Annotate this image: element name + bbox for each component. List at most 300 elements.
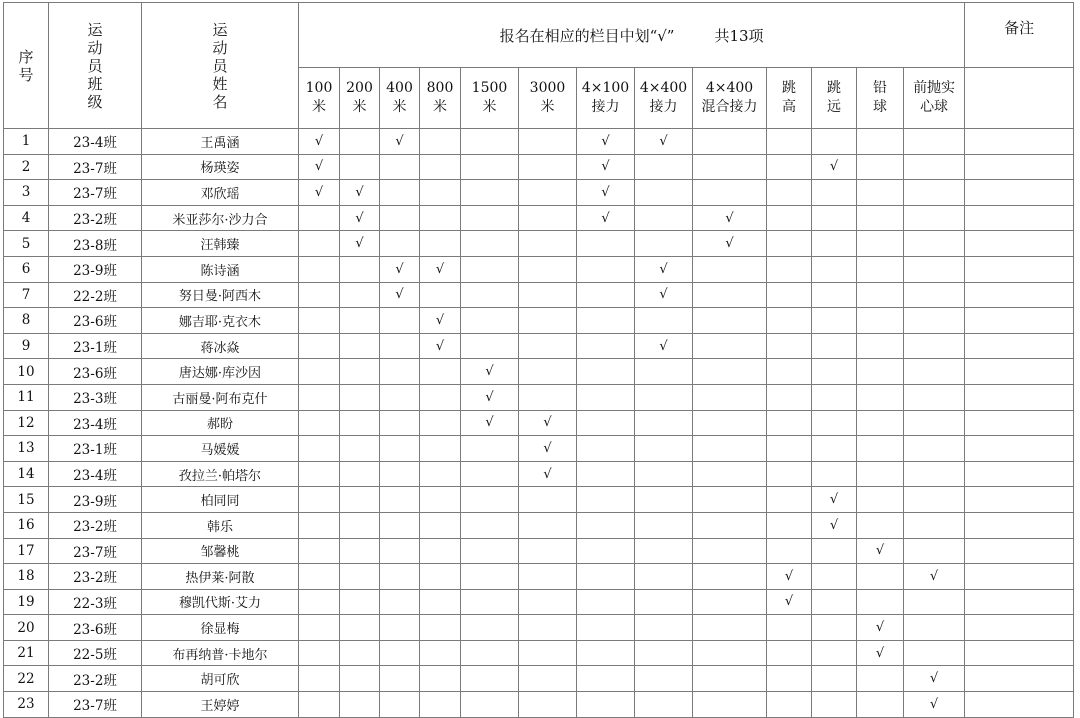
event-header-line: 高: [782, 99, 796, 115]
check-mark: √: [340, 205, 380, 231]
empty-cell: [577, 538, 635, 564]
empty-cell: [693, 129, 767, 155]
empty-cell: [577, 589, 635, 615]
event-header-line: 心球: [920, 99, 949, 115]
empty-cell: [380, 359, 420, 385]
empty-cell: [812, 564, 857, 590]
empty-cell: [420, 359, 461, 385]
empty-cell: [767, 436, 812, 462]
empty-cell: [299, 666, 340, 692]
event-header-line: 100: [305, 80, 333, 96]
table-row: [4, 231, 1074, 257]
empty-cell: [767, 180, 812, 206]
empty-cell: [299, 615, 340, 641]
row-number: 21: [4, 640, 49, 666]
empty-cell: [857, 359, 904, 385]
empty-cell: [577, 564, 635, 590]
empty-cell: [693, 256, 767, 282]
athlete-name: 王婷婷: [142, 692, 299, 718]
athlete-class: 23-4班: [49, 410, 142, 436]
empty-cell: [420, 154, 461, 180]
athlete-name: 邹馨桃: [142, 538, 299, 564]
empty-cell: [299, 282, 340, 308]
row-number: 23: [4, 692, 49, 718]
empty-cell: [904, 615, 965, 641]
empty-cell: [420, 282, 461, 308]
empty-cell: [380, 640, 420, 666]
event-header-line: 米: [433, 99, 447, 115]
empty-cell: [857, 154, 904, 180]
empty-cell: [904, 384, 965, 410]
row-number: 19: [4, 589, 49, 615]
empty-cell: [380, 205, 420, 231]
header-instruction: [299, 3, 965, 68]
empty-cell: [380, 461, 420, 487]
empty-cell: [635, 154, 693, 180]
event-header-line: 铅: [873, 80, 887, 96]
athlete-name: 娜吉耶·克衣木: [142, 308, 299, 334]
table-row: [4, 538, 1074, 564]
athlete-name: 马媛媛: [142, 436, 299, 462]
check-mark: √: [340, 231, 380, 257]
empty-cell: [340, 461, 380, 487]
table-row: [4, 487, 1074, 513]
empty-cell: [635, 180, 693, 206]
event-header: [693, 68, 767, 129]
empty-cell: [340, 282, 380, 308]
athlete-class: 23-9班: [49, 256, 142, 282]
event-header: [577, 68, 635, 129]
empty-cell: [857, 308, 904, 334]
empty-cell: [812, 436, 857, 462]
empty-cell: [420, 666, 461, 692]
empty-cell: [693, 180, 767, 206]
event-header-line: 混合接力: [701, 99, 758, 115]
empty-cell: [380, 512, 420, 538]
empty-cell: [420, 564, 461, 590]
table-row: [4, 640, 1074, 666]
athlete-class: 23-2班: [49, 512, 142, 538]
empty-cell: [812, 384, 857, 410]
empty-cell: [380, 692, 420, 718]
athlete-class: 23-2班: [49, 564, 142, 590]
row-number: 20: [4, 615, 49, 641]
athlete-class: 23-7班: [49, 180, 142, 206]
check-mark: √: [904, 692, 965, 718]
empty-cell: [519, 308, 577, 334]
empty-cell: [519, 487, 577, 513]
athlete-name: 胡可欣: [142, 666, 299, 692]
athlete-class: 22-5班: [49, 640, 142, 666]
table-row: [4, 512, 1074, 538]
empty-cell: [857, 180, 904, 206]
empty-cell: [812, 256, 857, 282]
check-mark: √: [519, 410, 577, 436]
remark-cell: [965, 384, 1074, 410]
table-row: [4, 308, 1074, 334]
remark-cell: [965, 308, 1074, 334]
empty-cell: [577, 436, 635, 462]
empty-cell: [904, 231, 965, 257]
empty-cell: [767, 461, 812, 487]
remark-cell: [965, 359, 1074, 385]
empty-cell: [635, 512, 693, 538]
event-header-line: 米: [482, 99, 497, 115]
check-mark: √: [461, 410, 519, 436]
empty-cell: [635, 487, 693, 513]
empty-cell: [380, 308, 420, 334]
event-header-line: 球: [873, 99, 887, 115]
empty-cell: [420, 461, 461, 487]
empty-cell: [340, 666, 380, 692]
empty-cell: [299, 205, 340, 231]
event-header-line: 1500: [471, 80, 508, 96]
remark-cell: [965, 615, 1074, 641]
event-header-line: 米: [392, 99, 407, 115]
empty-cell: [904, 589, 965, 615]
empty-cell: [519, 282, 577, 308]
empty-cell: [693, 692, 767, 718]
empty-cell: [299, 564, 340, 590]
empty-cell: [857, 129, 904, 155]
check-mark: √: [420, 256, 461, 282]
check-mark: √: [767, 589, 812, 615]
empty-cell: [461, 180, 519, 206]
table-row: [4, 410, 1074, 436]
empty-cell: [519, 564, 577, 590]
empty-cell: [577, 487, 635, 513]
athlete-class: 22-2班: [49, 282, 142, 308]
empty-cell: [767, 256, 812, 282]
empty-cell: [461, 589, 519, 615]
check-mark: √: [812, 487, 857, 513]
table-row: [4, 359, 1074, 385]
empty-cell: [577, 640, 635, 666]
event-header: [767, 68, 812, 129]
remark-cell: [965, 487, 1074, 513]
row-number: 12: [4, 410, 49, 436]
empty-cell: [812, 129, 857, 155]
empty-cell: [767, 692, 812, 718]
empty-cell: [340, 308, 380, 334]
empty-cell: [857, 410, 904, 436]
empty-cell: [635, 410, 693, 436]
athlete-name: 郝盼: [142, 410, 299, 436]
row-number: 15: [4, 487, 49, 513]
empty-cell: [519, 231, 577, 257]
check-mark: √: [340, 180, 380, 206]
athlete-name: 邓欣瑶: [142, 180, 299, 206]
event-header-line: 前抛实: [913, 80, 956, 96]
athlete-name: 穆凯代斯·艾力: [142, 589, 299, 615]
remark-cell: [965, 589, 1074, 615]
empty-cell: [380, 538, 420, 564]
empty-cell: [857, 333, 904, 359]
empty-cell: [380, 436, 420, 462]
empty-cell: [693, 666, 767, 692]
remark-cell: [965, 640, 1074, 666]
remark-cell: [965, 461, 1074, 487]
athlete-class: 22-3班: [49, 589, 142, 615]
empty-cell: [461, 205, 519, 231]
table-row: [4, 384, 1074, 410]
empty-cell: [380, 231, 420, 257]
athlete-name: 米亚莎尔·沙力合: [142, 205, 299, 231]
empty-cell: [577, 615, 635, 641]
table-row: [4, 692, 1074, 718]
empty-cell: [693, 538, 767, 564]
empty-cell: [577, 256, 635, 282]
empty-cell: [461, 564, 519, 590]
empty-cell: [340, 487, 380, 513]
empty-cell: [461, 154, 519, 180]
event-header-line: 米: [352, 99, 367, 115]
empty-cell: [519, 640, 577, 666]
registration-table: [3, 2, 1074, 718]
check-mark: √: [635, 282, 693, 308]
remark-cell: [965, 692, 1074, 718]
event-header-line: 4×400: [705, 80, 754, 96]
table-row: [4, 615, 1074, 641]
event-header: [461, 68, 519, 129]
empty-cell: [577, 282, 635, 308]
empty-cell: [420, 410, 461, 436]
empty-cell: [767, 640, 812, 666]
remark-cell: [965, 666, 1074, 692]
event-header-line: 跳: [827, 80, 841, 96]
empty-cell: [857, 692, 904, 718]
event-header-line: 4×400: [639, 80, 688, 96]
check-mark: √: [299, 154, 340, 180]
empty-cell: [299, 589, 340, 615]
check-mark: √: [461, 384, 519, 410]
empty-cell: [461, 282, 519, 308]
header-class: 运 动 员 班 级: [49, 3, 142, 129]
table-row: [4, 205, 1074, 231]
athlete-name: 王禹涵: [142, 129, 299, 155]
empty-cell: [857, 384, 904, 410]
row-number: 14: [4, 461, 49, 487]
empty-cell: [519, 154, 577, 180]
empty-cell: [299, 359, 340, 385]
athlete-class: 23-7班: [49, 538, 142, 564]
empty-cell: [577, 359, 635, 385]
empty-cell: [635, 436, 693, 462]
empty-cell: [420, 692, 461, 718]
empty-cell: [577, 410, 635, 436]
empty-cell: [299, 640, 340, 666]
empty-cell: [904, 129, 965, 155]
empty-cell: [380, 410, 420, 436]
empty-cell: [420, 231, 461, 257]
empty-cell: [693, 154, 767, 180]
empty-cell: [693, 589, 767, 615]
empty-cell: [693, 359, 767, 385]
empty-cell: [519, 180, 577, 206]
empty-cell: [693, 615, 767, 641]
empty-cell: [461, 512, 519, 538]
empty-cell: [693, 282, 767, 308]
remark-cell: [965, 205, 1074, 231]
table-row: [4, 564, 1074, 590]
empty-cell: [904, 461, 965, 487]
empty-cell: [340, 538, 380, 564]
empty-cell: [812, 333, 857, 359]
empty-cell: [519, 538, 577, 564]
empty-cell: [904, 256, 965, 282]
empty-cell: [340, 564, 380, 590]
empty-cell: [380, 615, 420, 641]
athlete-class: 23-7班: [49, 154, 142, 180]
empty-cell: [519, 205, 577, 231]
check-mark: √: [857, 615, 904, 641]
empty-cell: [767, 231, 812, 257]
empty-cell: [812, 692, 857, 718]
empty-cell: [380, 564, 420, 590]
table-row: [4, 436, 1074, 462]
row-number: 16: [4, 512, 49, 538]
empty-cell: [519, 359, 577, 385]
empty-cell: [767, 487, 812, 513]
empty-cell: [693, 640, 767, 666]
empty-cell: [693, 436, 767, 462]
check-mark: √: [812, 154, 857, 180]
empty-cell: [340, 154, 380, 180]
empty-cell: [812, 666, 857, 692]
empty-cell: [340, 640, 380, 666]
empty-cell: [299, 436, 340, 462]
empty-cell: [299, 256, 340, 282]
empty-cell: [635, 384, 693, 410]
event-header-line: 接力: [649, 99, 678, 115]
empty-cell: [299, 333, 340, 359]
check-mark: √: [577, 129, 635, 155]
empty-cell: [857, 589, 904, 615]
empty-cell: [577, 666, 635, 692]
empty-cell: [380, 487, 420, 513]
empty-cell: [461, 692, 519, 718]
empty-cell: [812, 615, 857, 641]
empty-cell: [299, 512, 340, 538]
empty-cell: [693, 333, 767, 359]
empty-cell: [767, 333, 812, 359]
empty-cell: [461, 640, 519, 666]
empty-cell: [904, 359, 965, 385]
remark-subheader: [965, 68, 1074, 129]
athlete-class: 23-4班: [49, 461, 142, 487]
remark-cell: [965, 154, 1074, 180]
empty-cell: [635, 231, 693, 257]
event-header-line: 跳: [782, 80, 796, 96]
remark-cell: [965, 180, 1074, 206]
empty-cell: [340, 512, 380, 538]
empty-cell: [420, 487, 461, 513]
empty-cell: [693, 308, 767, 334]
empty-cell: [635, 589, 693, 615]
empty-cell: [767, 410, 812, 436]
check-mark: √: [519, 436, 577, 462]
empty-cell: [812, 640, 857, 666]
empty-cell: [340, 615, 380, 641]
remark-cell: [965, 282, 1074, 308]
empty-cell: [519, 666, 577, 692]
check-mark: √: [904, 564, 965, 590]
check-mark: √: [767, 564, 812, 590]
event-header: [519, 68, 577, 129]
empty-cell: [380, 180, 420, 206]
check-mark: √: [635, 256, 693, 282]
remark-cell: [965, 538, 1074, 564]
event-header-line: 200: [346, 80, 373, 96]
empty-cell: [767, 154, 812, 180]
table-row: [4, 282, 1074, 308]
empty-cell: [812, 589, 857, 615]
empty-cell: [577, 231, 635, 257]
athlete-class: 23-4班: [49, 129, 142, 155]
empty-cell: [635, 461, 693, 487]
row-number: 17: [4, 538, 49, 564]
empty-cell: [904, 333, 965, 359]
empty-cell: [519, 615, 577, 641]
empty-cell: [635, 359, 693, 385]
remark-cell: [965, 231, 1074, 257]
row-number: 10: [4, 359, 49, 385]
empty-cell: [340, 436, 380, 462]
event-header-line: 米: [312, 99, 326, 115]
athlete-class: 23-6班: [49, 615, 142, 641]
empty-cell: [340, 384, 380, 410]
athlete-name: 蒋冰焱: [142, 333, 299, 359]
empty-cell: [693, 564, 767, 590]
empty-cell: [461, 308, 519, 334]
check-mark: √: [577, 154, 635, 180]
empty-cell: [812, 282, 857, 308]
event-header-line: 800: [426, 80, 454, 96]
empty-cell: [380, 384, 420, 410]
empty-cell: [767, 615, 812, 641]
empty-cell: [904, 436, 965, 462]
empty-cell: [420, 384, 461, 410]
remark-cell: [965, 564, 1074, 590]
row-number: 6: [4, 256, 49, 282]
empty-cell: [767, 205, 812, 231]
athlete-name: 唐达娜·库沙因: [142, 359, 299, 385]
remark-cell: [965, 129, 1074, 155]
check-mark: √: [857, 640, 904, 666]
empty-cell: [693, 487, 767, 513]
row-number: 9: [4, 333, 49, 359]
empty-cell: [519, 692, 577, 718]
check-mark: √: [635, 129, 693, 155]
empty-cell: [904, 205, 965, 231]
check-mark: √: [461, 359, 519, 385]
empty-cell: [857, 282, 904, 308]
empty-cell: [380, 666, 420, 692]
athlete-name: 柏同同: [142, 487, 299, 513]
empty-cell: [635, 308, 693, 334]
row-number: 5: [4, 231, 49, 257]
empty-cell: [693, 410, 767, 436]
table-row: [4, 589, 1074, 615]
athlete-class: 23-1班: [49, 333, 142, 359]
row-number: 11: [4, 384, 49, 410]
empty-cell: [519, 384, 577, 410]
check-mark: √: [299, 180, 340, 206]
check-mark: √: [904, 666, 965, 692]
row-number: 13: [4, 436, 49, 462]
athlete-class: 23-6班: [49, 308, 142, 334]
event-header-line: 米: [540, 99, 555, 115]
